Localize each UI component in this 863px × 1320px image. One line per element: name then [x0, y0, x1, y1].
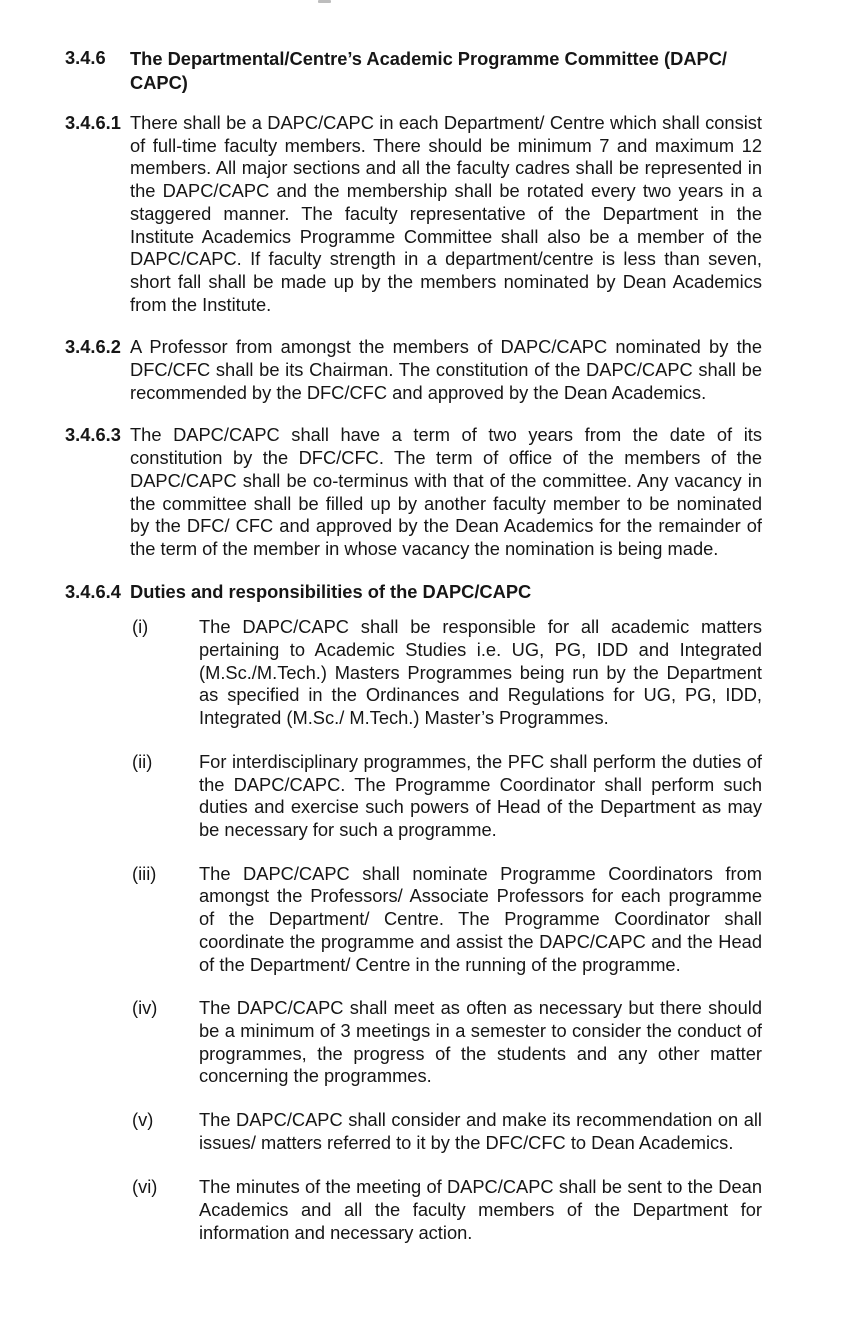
duty-item-i: [132, 616, 762, 730]
duty-item-iv: [132, 997, 762, 1088]
duty-text: The DAPC/CAPC shall consider and make its recommendation on all issues/ matters referred to it by the DFC/CFC to Dean Academics.: [199, 1109, 762, 1153]
duties-heading: [65, 581, 762, 604]
duty-text: For interdisciplinary programmes, the PFC shall perform the duties of the DAPC/CAPC. The Programme Coordinator shall perform such duties and exercise such powers of Head of the Department as may be necessary for such a programme.: [199, 750, 762, 840]
clause-3463: [65, 424, 762, 560]
duty-text: The DAPC/CAPC shall nominate Programme Coordinators from amongst the Professors/ Associate Professors for each programme of the Department/ Centre. The Programme Coordinator shall coordinate the programme and assist the DAPC/CAPC and the Head of the Department/ Centre in the running of the programme.: [199, 862, 762, 975]
clause-3461: [65, 112, 762, 316]
duty-marker: (iv): [132, 997, 158, 1019]
duty-item-vi: [132, 1176, 762, 1244]
clause-number: 3.4.6.1: [65, 112, 121, 133]
duty-item-v: [132, 1109, 762, 1154]
scan-artifact: [318, 0, 331, 3]
duty-item-ii: [132, 751, 762, 842]
duties-list: [65, 616, 762, 1244]
duty-marker: (vi): [132, 1176, 158, 1198]
clause-number: 3.4.6.3: [65, 424, 121, 446]
duty-marker: (v): [132, 1109, 154, 1131]
duties-title: Duties and responsibilities of the DAPC/CAPC: [130, 580, 532, 602]
clause-number: 3.4.6.2: [65, 336, 121, 358]
duty-item-iii: [132, 863, 762, 977]
clause-number: 3.4.6.4: [65, 580, 121, 602]
clause-text: There shall be a DAPC/CAPC in each Department/ Centre which shall consist of full-time faculty members. There should be minimum 7 and maximum 12 members. All major sections and all the faculty cadres shall be represented in the DAPC/CAPC and the membership shall be rotated every two years in a staggered manner. The faculty representative of the Department in the Institute Academics Programme Committee shall also be a member of the DAPC/CAPC. If faculty strength in a department/centre is less than seven, short fall shall be made up by the members nominated by Dean Academics from the Institute.: [130, 112, 762, 315]
clause-text: The DAPC/CAPC shall have a term of two years from the date of its constitution by the DFC/CFC. The term of office of the members of the DAPC/CAPC shall be co-terminus with that of the committee. Any vacancy in the committee shall be filled up by another faculty member to be nominated by the DFC/ CFC and approved by the Dean Academics for the remainder of the term of the member in whose vacancy the nomination is being made.: [130, 424, 762, 559]
section-title: The Departmental/Centre’s Academic Programme Committee (DAPC/ CAPC): [130, 48, 728, 93]
section-heading: [65, 47, 762, 95]
clause-text: A Professor from amongst the members of DAPC/CAPC nominated by the DFC/CFC shall be its Chairman. The constitution of the DAPC/CAPC shall be recommended by the DFC/CFC and approved by the Dean Academics.: [130, 336, 762, 403]
clause-3462: [65, 336, 762, 404]
duty-marker: (i): [132, 616, 149, 638]
section-number: 3.4.6: [65, 47, 106, 68]
duty-marker: (ii): [132, 750, 153, 772]
duty-marker: (iii): [132, 862, 157, 884]
duty-text: The DAPC/CAPC shall be responsible for all academic matters pertaining to Academic Studies i.e. UG, PG, IDD and Integrated (M.Sc./M.Tech.) Masters Programmes being run by the Department as specified in the Ordinances and Regulations for UG, PG, IDD, Integrated (M.Sc./ M.Tech.) Master’s Programmes.: [199, 616, 762, 729]
duty-text: The minutes of the meeting of DAPC/CAPC shall be sent to the Dean Academics and all the faculty members of the Department for information and necessary action.: [199, 1176, 762, 1243]
duty-text: The DAPC/CAPC shall meet as often as necessary but there should be a minimum of 3 meetings in a semester to consider the conduct of programmes, the progress of the students and any other matter concerning the programmes.: [199, 997, 762, 1087]
